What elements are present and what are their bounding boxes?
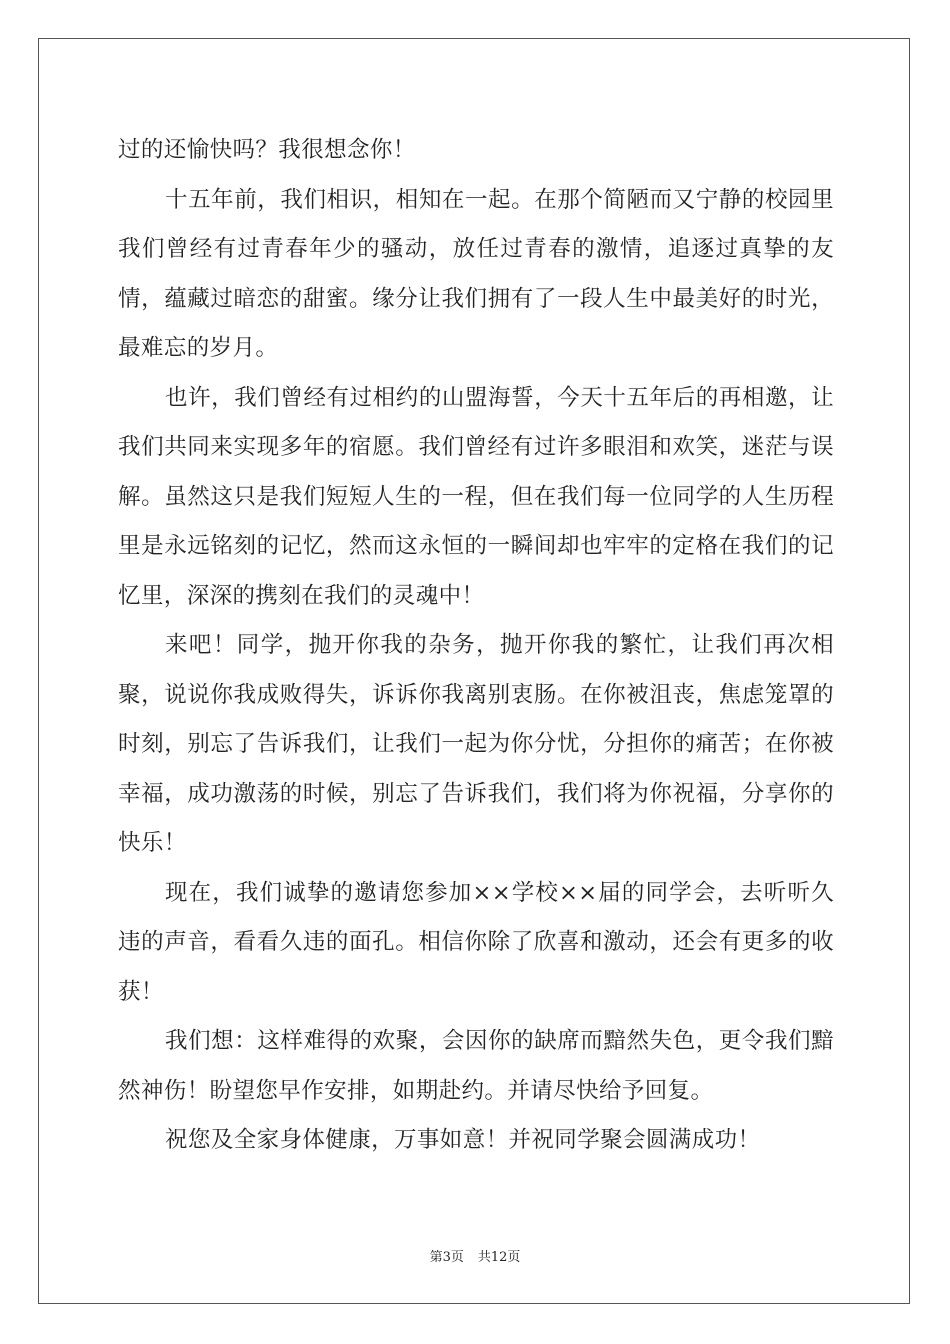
paragraph-5: 现在，我们诚挚的邀请您参加××学校××届的同学会，去听听久违的声音，看看久违的面孔。相信你除了欣喜和激动，还会有更多的收获！ [118,879,834,1005]
page-number: 第3页 [429,1250,464,1265]
document-body [118,126,834,1166]
paragraph-1: 过的还愉快吗？我很想念你！ [118,137,416,163]
page-total: 共12页 [477,1250,521,1265]
paragraph-3: 也许，我们曾经有过相约的山盟海誓，今天十五年后的再相邀，让我们共同来实现多年的宿愿。我们曾经有过许多眼泪和欢笑，迷茫与误解。虽然这只是我们短短人生的一程，但在我们每一位同学的人生历程里是永远铭刻的记忆，然而这永恒的一瞬间却也牢牢的定格在我们的记忆里，深深的携刻在我们的灵魂中！ [118,384,834,609]
paragraph-4: 来吧！同学，抛开你我的杂务，抛开你我的繁忙，让我们再次相聚，说说你我成败得失，诉诉你我离别衷肠。在你被沮丧，焦虑笼罩的时刻，别忘了告诉我们，让我们一起为你分忧，分担你的痛苦；在你被幸福，成功激荡的时候，别忘了告诉我们，我们将为你祝福，分享你的快乐！ [118,632,834,856]
paragraph-7: 祝您及全家身体健康，万事如意！并祝同学聚会圆满成功！ [165,1127,761,1153]
paragraph-6: 我们想：这样难得的欢聚，会因你的缺席而黯然失色，更令我们黯然神伤！盼望您早作安排，如期赴约。并请尽快给予回复。 [118,1028,834,1104]
paragraph-2: 十五年前，我们相识，相知在一起。在那个简陋而又宁静的校园里我们曾经有过青春年少的骚动，放任过青春的激情，追逐过真挚的友情，蕴藏过暗恋的甜蜜。缘分让我们拥有了一段人生中最美好的时光，最难忘的岁月。 [118,186,834,361]
page-footer [0,1246,950,1265]
